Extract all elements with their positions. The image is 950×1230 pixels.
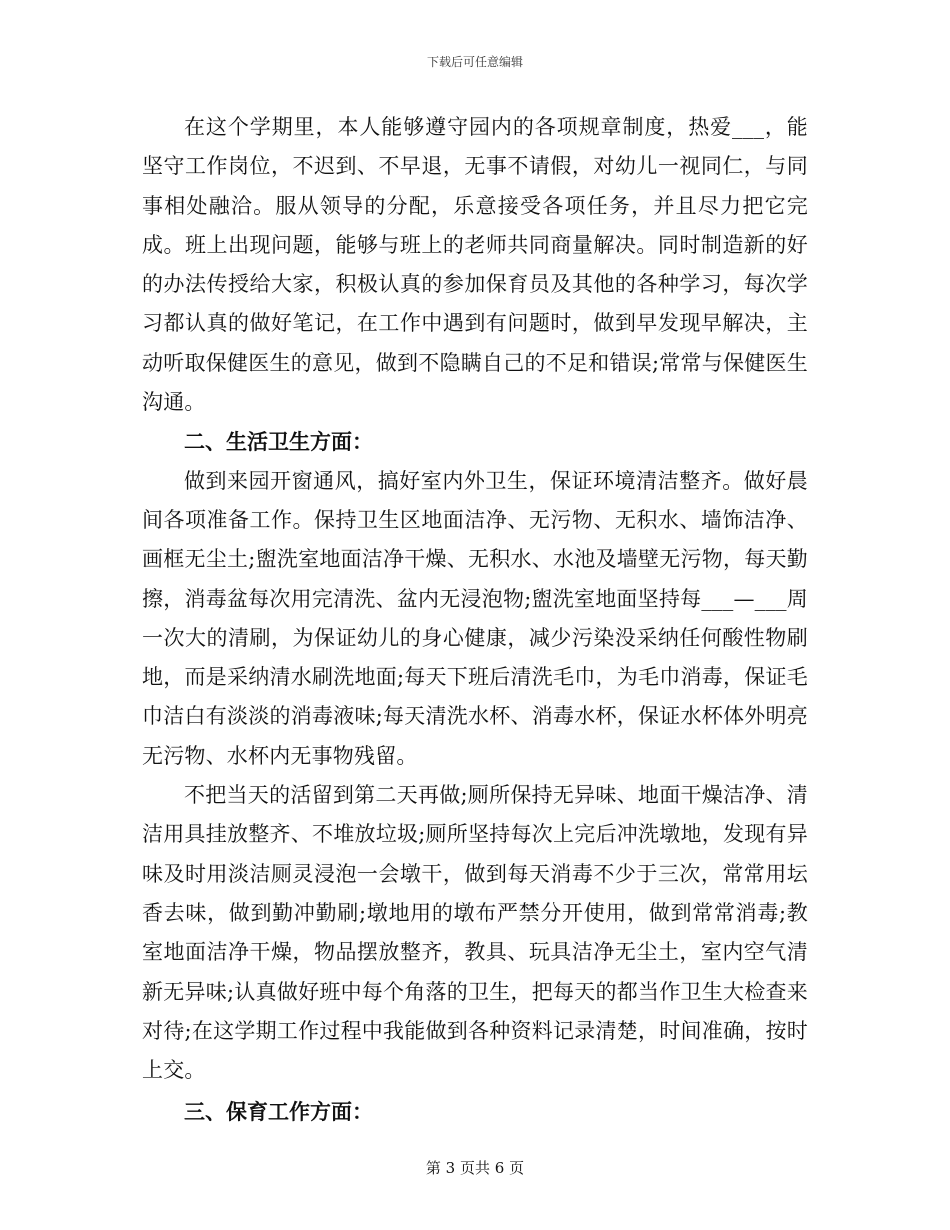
- paragraph-work-attitude: 在这个学期里，本人能够遵守园内的各项规章制度，热爱___，能坚守工作岗位，不迟到、不早退，无事不请假，对幼儿一视同仁，与同事相处融洽。服从领导的分配，乐意接受各项任务，并且尽力把它完成。班上出现问题，能够与班上的老师共同商量解决。同时制造新的好的办法传授给大家，积极认真的参加保育员及其他的各种学习，每次学习都认真的做好笔记，在工作中遇到有问题时，做到早发现早解决，主动听取保健医生的意见，做到不隐瞒自己的不足和错误;常常与保健医生沟通。: [142, 115, 808, 415]
- page-footer: 第 3 页共 6 页: [425, 1159, 525, 1177]
- section-heading-life-hygiene: 二、生活卫生方面：: [184, 429, 373, 455]
- paragraph-daily-cleaning: 不把当天的活留到第二天再做;厕所保持无异味、地面干燥洁净、清洁用具挂放整齐、不堆放垃圾;厕所坚持每次上完后冲洗墩地，发现有异味及时用淡洁厕灵浸泡一会墩干，做到每天消毒不少于三次，常常用坛香去味，做到勤冲勤刷;墩地用的墩布严禁分开使用，做到常常消毒;教室地面洁净干燥，物品摆放整齐，教具、玩具洁净无尘土，室内空气清新无异味;认真做好班中每个角落的卫生，把每天的都当作卫生大检查来对待;在这学期工作过程中我能做到各种资料记录清楚，时间准确，按时上交。: [142, 783, 808, 1083]
- section-heading-care-work: 三、保育工作方面：: [184, 1099, 373, 1125]
- page-header: 下载后可任意编辑: [426, 55, 523, 69]
- paragraph-hygiene-routine: 做到来园开窗通风，搞好室内外卫生，保证环境清洁整齐。做好晨间各项准备工作。保持卫生区地面洁净、无污物、无积水、墙饰洁净、画框无尘土;盥洗室地面洁净干燥、无积水、水池及墙壁无污物，每天勤擦，消毒盆每次用完清洗、盆内无浸泡物;盥洗室地面坚持每___—___周一次大的清刷，为保证幼儿的身心健康，减少污染没采纳任何酸性物刷地，而是采纳清水刷洗地面;每天下班后清洗毛巾，为毛巾消毒，保证毛巾洁白有淡淡的消毒液味;每天清洗水杯、消毒水杯，保证水杯体外明亮无污物、水杯内无事物残留。: [142, 468, 808, 768]
- document-body: [142, 108, 808, 1132]
